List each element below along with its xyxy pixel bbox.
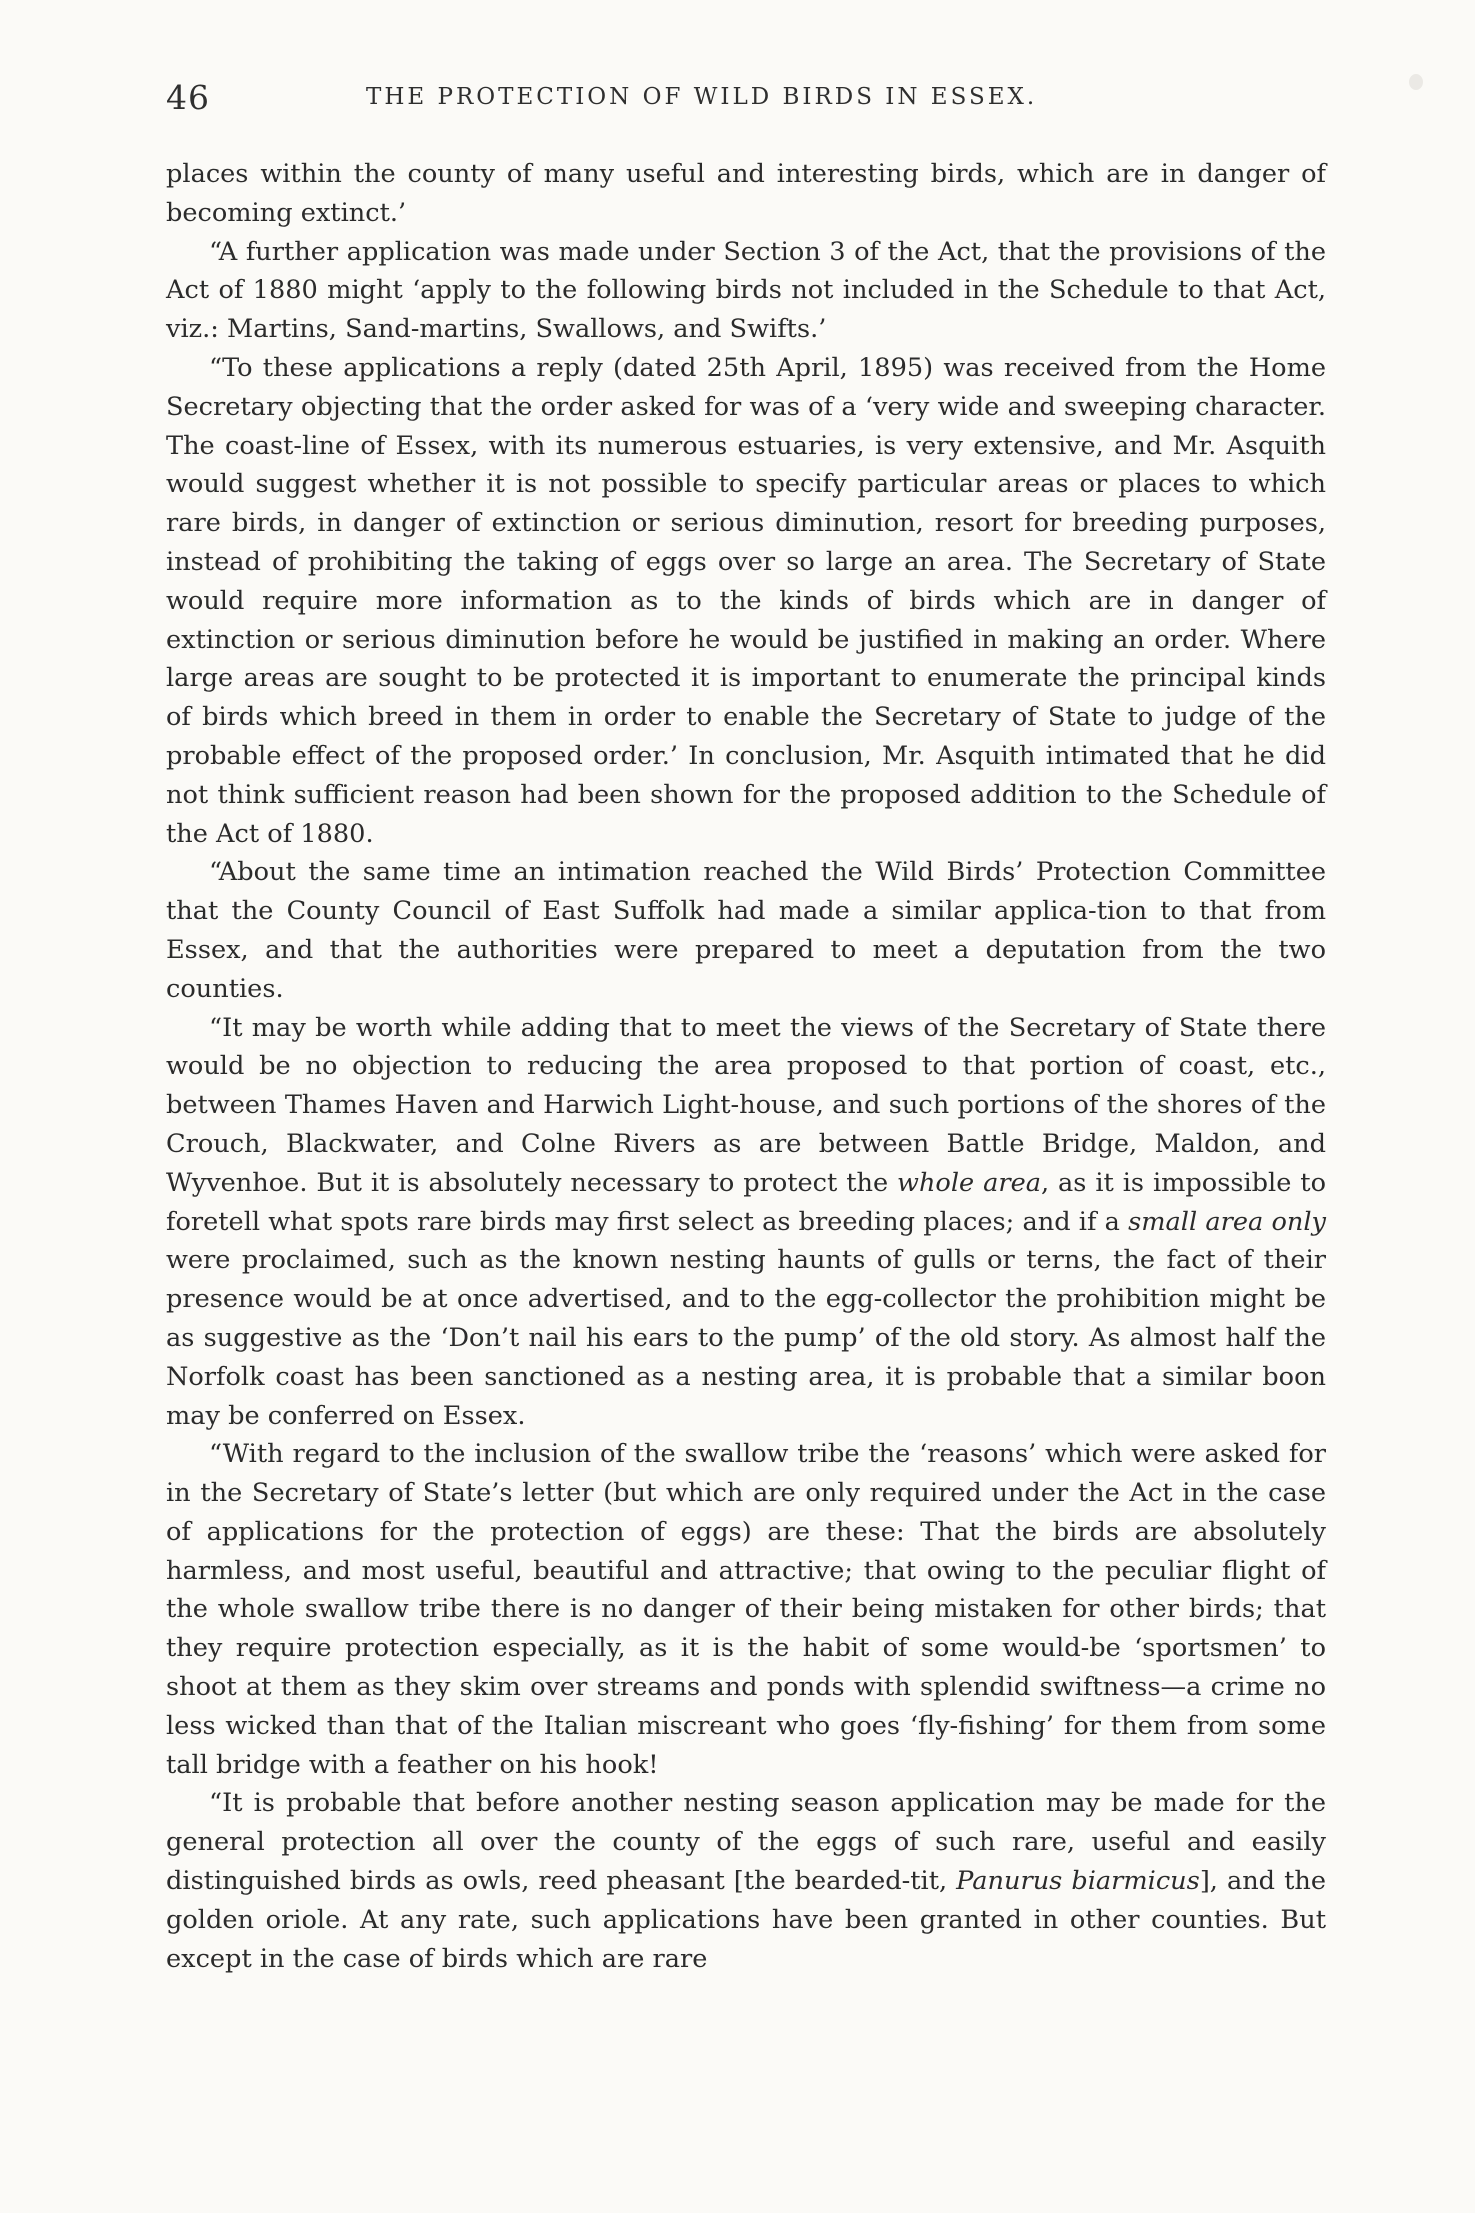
text-run: were proclaimed, such as the known nesting haunts of gulls or terns, the fact of their presence would be at once advertised, and to the egg-collector the prohibition might be as suggestive as the ‘Don’t nail his ears to the pump’ of the old story. As almost half the Norfolk coast has been sanctioned as a nesting area, it is probable that a similar boon may be conferred on Essex.: [166, 1245, 1326, 1431]
paragraph: [166, 1009, 1326, 1436]
paragraph: [166, 1784, 1326, 1978]
paragraph: [166, 349, 1326, 853]
text-run: “A further application was made under Section 3 of the Act, that the provisions of the Act of 1880 might ‘apply to the following birds not included in the Schedule to that Act, viz.: Martins, Sand-martins, Swallows, and Swifts.’: [166, 236, 1326, 345]
text-run: “It may be worth while adding that to meet the views of the Secretary of State there would be no objection to reducing the area proposed to that portion of coast, etc., between Thames Haven and Harwich Light-house, and such portions of the shores of the Crouch, Blackwater, and Colne Rivers as are between Battle Bridge, Maldon, and Wyvenhoe. But it is absolutely necessary to protect the: [166, 1012, 1326, 1198]
running-head: THE PROTECTION OF WILD BIRDS IN ESSEX.: [366, 84, 1038, 110]
text-run: “With regard to the inclusion of the swallow tribe the ‘reasons’ which were asked for in the Secretary of State’s letter (but which are only required under the Act in the case of applications for the protection of eggs) are these: That the birds are absolutely harmless, and most useful, beautiful and attractive; that owing to the peculiar flight of the whole swallow tribe there is no danger of their being mistaken for other birds; that they require protection especially, as it is the habit of some would-be ‘sportsmen’ to shoot at them as they skim over streams and ponds with splendid swiftness—a crime no less wicked than that of the Italian miscreant who goes ‘fly-fishing’ for them from some tall bridge with a feather on his hook!: [166, 1439, 1326, 1780]
paragraph: [166, 155, 1326, 233]
text-run: “To these applications a reply (dated 25th April, 1895) was received from the Home Secretary objecting that the order asked for was of a ‘very wide and sweeping character. The coast-line of Essex, with its numerous estuaries, is very extensive, and Mr. Asquith would suggest whether it is not possible to specify particular areas or places to which rare birds, in danger of extinction or serious diminution, resort for breeding purposes, instead of prohibiting the taking of eggs over so large an area. The Secretary of State would require more information as to the kinds of birds which are in danger of extinction or serious diminution before he would be justified in making an order. Where large areas are sought to be protected it is important to enumerate the principal kinds of birds which breed in them in order to enable the Secretary of State to judge of the probable effect of the proposed order.’ In conclusion, Mr. Asquith intimated that he did not think sufficient reason had been shown for the proposed addition to the Schedule of the Act of 1880.: [166, 352, 1326, 849]
text-run: “About the same time an intimation reached the Wild Birds’ Protection Committee that the County Council of East Suffolk had made a similar applica-tion to that from Essex, and that the authorities were prepared to meet a deputation from the two counties.: [166, 857, 1326, 1004]
paragraph: [166, 853, 1326, 1008]
text-run: , as it is impossible to foretell what spots rare birds may first select as breeding places; and if a: [166, 1167, 1326, 1237]
text-run: “It is probable that before another nesting season application may be made for the general protection all over the county of the eggs of such rare, useful and easily distinguished birds as owls, reed pheasant [the bearded-tit,: [166, 1788, 1326, 1897]
italic-text-run: Panurus biarmicus: [956, 1866, 1200, 1897]
italic-text-run: small area only: [1128, 1206, 1326, 1237]
text-run: ], and the golden oriole. At any rate, such applications have been granted in other counties. But except in the case of birds which are rare: [166, 1866, 1326, 1974]
page-header: [166, 78, 1326, 128]
paragraph: [166, 233, 1326, 349]
text-run: places within the county of many useful and interesting birds, which are in danger of becoming extinct.’: [166, 159, 1326, 228]
italic-text-run: whole area: [897, 1167, 1041, 1198]
body-text: [166, 155, 1326, 1978]
paragraph: [166, 1435, 1326, 1784]
paper-speck: [1409, 74, 1423, 90]
page-number: 46: [166, 78, 210, 117]
